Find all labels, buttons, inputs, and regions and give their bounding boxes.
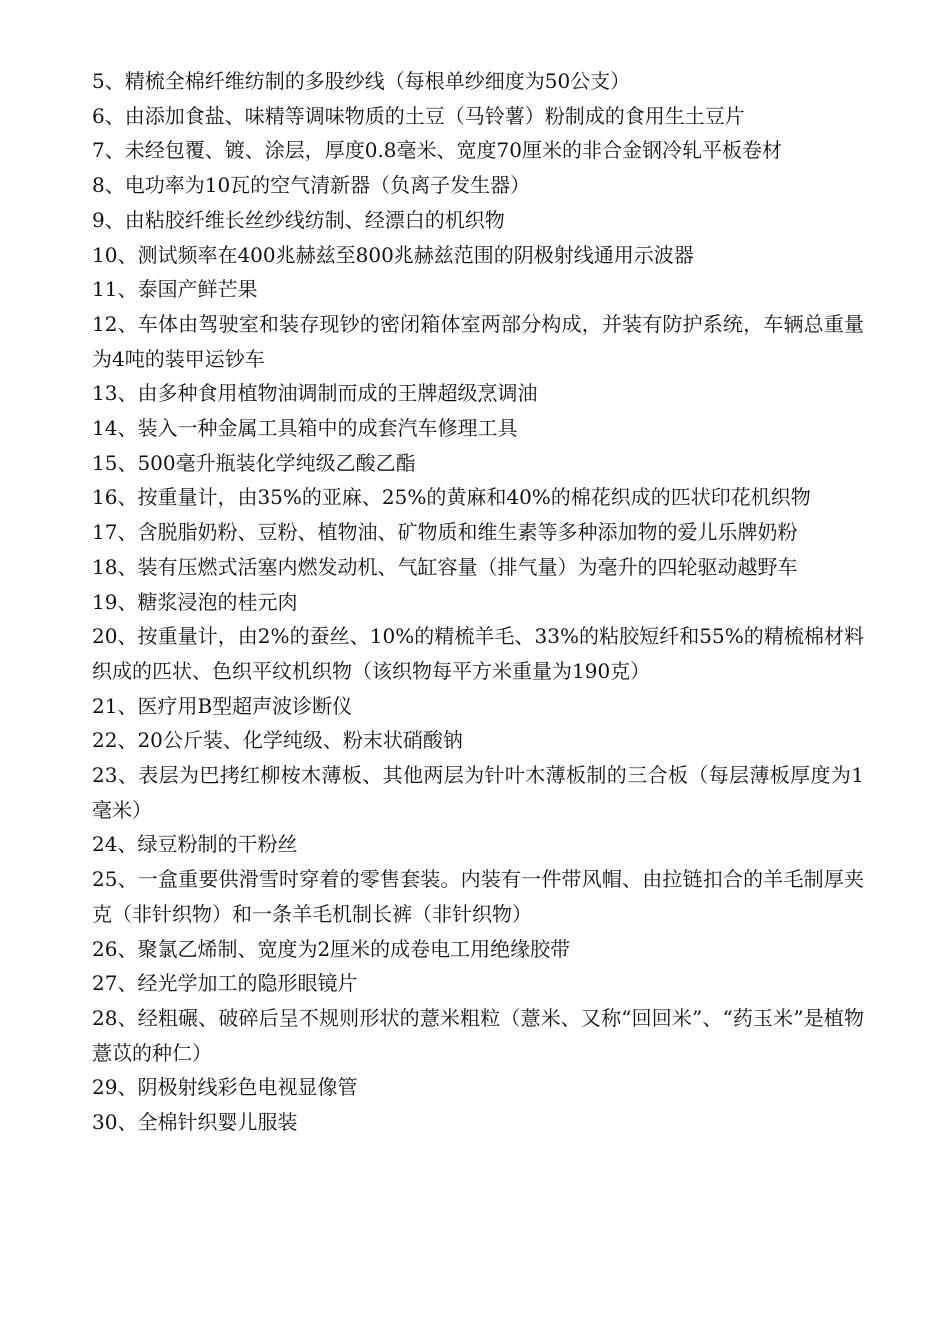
list-item: 6、由添加食盐、味精等调味物质的土豆（马铃薯）粉制成的食用生土豆片 — [92, 103, 745, 128]
list-item: 17、含脱脂奶粉、豆粉、植物油、矿物质和维生素等多种添加物的爱儿乐牌奶粉 — [92, 520, 798, 545]
list-item: 10、测试频率在400兆赫兹至800兆赫兹范围的阴极射线通用示波器 — [92, 242, 694, 267]
list-item: 5、精梳全棉纤维纺制的多股纱线（每根单纱细度为50公支） — [92, 69, 631, 93]
list-item: 26、聚氯乙烯制、宽度为2厘米的成卷电工用绝缘胶带 — [92, 936, 571, 961]
list-item: 29、阴极射线彩色电视显像管 — [92, 1075, 358, 1100]
list-item: 25、一盒重要供滑雪时穿着的零售套装。内装有一件带风帽、由拉链扣合的羊毛制厚夹克（非针织物）和一条羊毛机制长裤（非针织物） — [92, 867, 864, 926]
list-item: 30、全棉针织婴儿服装 — [92, 1110, 298, 1135]
document-page — [92, 64, 864, 1140]
list-item: 16、按重量计，由35%的亚麻、25%的黄麻和40%的棉花织成的匹状印花机织物 — [92, 485, 811, 510]
list-item: 12、车体由驾驶室和装存现钞的密闭箱体室两部分构成，并装有防护系统，车辆总重量为4吨的装甲运钞车 — [92, 311, 864, 371]
list-item: 27、经光学加工的隐形眼镜片 — [92, 971, 358, 996]
list-item: 22、20公斤装、化学纯级、粉末状硝酸钠 — [92, 728, 463, 753]
list-item: 9、由粘胶纤维长丝纱线纺制、经漂白的机织物 — [92, 207, 505, 232]
list-item: 19、糖浆浸泡的桂元肉 — [92, 589, 298, 614]
list-item: 18、装有压燃式活塞内燃发动机、气缸容量（排气量）为毫升的四轮驱动越野车 — [92, 554, 798, 579]
list-item: 7、未经包覆、镀、涂层，厚度0.8毫米、宽度70厘米的非合金钢冷轧平板卷材 — [92, 138, 782, 163]
list-item: 15、500毫升瓶装化学纯级乙酸乙酯 — [92, 450, 416, 475]
list-item: 21、医疗用B型超声波诊断仪 — [92, 693, 353, 718]
list-item: 11、泰国产鲜芒果 — [92, 277, 258, 302]
list-item: 20、按重量计，由2%的蚕丝、10%的精梳羊毛、33%的粘胶短纤和55%的精梳棉材料织成的匹状、色织平纹机织物（该织物每平方米重量为190克） — [92, 624, 864, 683]
list-item: 8、电功率为10瓦的空气清新器（负离子发生器） — [92, 173, 531, 198]
list-item: 14、装入一种金属工具箱中的成套汽车修理工具 — [92, 416, 518, 441]
list-item: 23、表层为巴拷红柳桉木薄板、其他两层为针叶木薄板制的三合板（每层薄板厚度为1毫米） — [92, 763, 864, 822]
list-item: 13、由多种食用植物油调制而成的王牌超级烹调油 — [92, 381, 538, 406]
list-item: 24、绿豆粉制的干粉丝 — [92, 832, 298, 857]
list-item: 28、经粗碾、破碎后呈不规则形状的薏米粗粒（薏米、又称“回回米”、“药玉米”是植物薏苡的种仁） — [92, 1005, 864, 1065]
